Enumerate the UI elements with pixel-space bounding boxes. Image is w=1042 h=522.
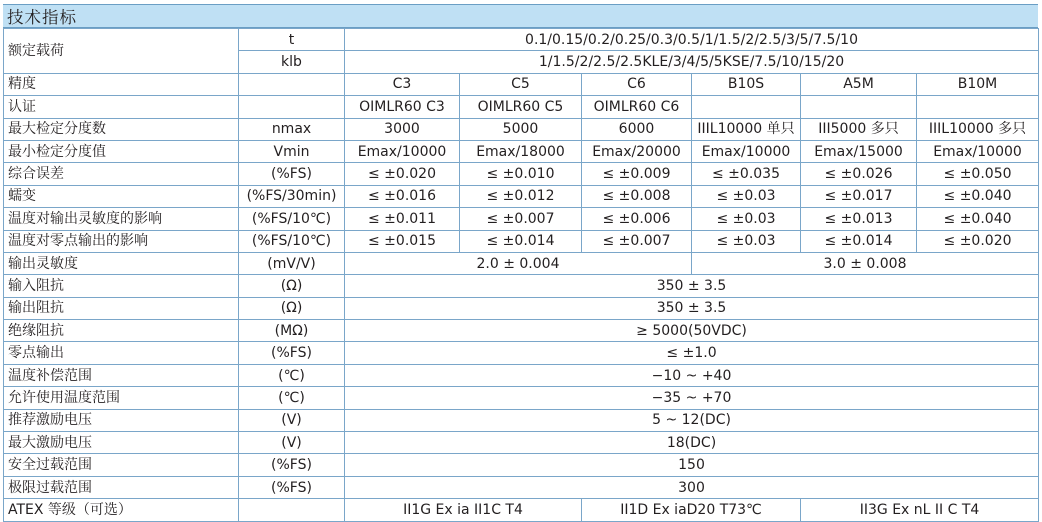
table-row	[4, 163, 1039, 185]
table-row	[4, 96, 1039, 118]
table-row	[4, 499, 1039, 521]
value-cell: ≤ ±0.014	[460, 230, 582, 252]
spec-sheet	[3, 4, 1038, 522]
value-cell: IIIL10000 单只	[692, 118, 801, 140]
value-cell: ≤ ±0.035	[692, 163, 801, 185]
row-label: 蠕变	[4, 185, 239, 207]
row-label: 温度对零点输出的影响	[4, 230, 239, 252]
value-cell: ≤ ±0.040	[917, 208, 1039, 230]
row-label: 输入阻抗	[4, 275, 239, 297]
row-label: 零点输出	[4, 342, 239, 364]
unit-cell: Vmin	[239, 140, 345, 162]
unit-cell: (V)	[239, 409, 345, 431]
value-cell: 6000	[582, 118, 692, 140]
unit-cell: t	[239, 29, 345, 51]
value-cell: ≤ ±0.040	[917, 185, 1039, 207]
table-row	[4, 387, 1039, 409]
table-row	[4, 185, 1039, 207]
value-cell: OIMLR60 C3	[345, 96, 460, 118]
row-label: 极限过载范围	[4, 476, 239, 498]
row-label: 推荐激励电压	[4, 409, 239, 431]
value-cell: IIIL10000 多只	[917, 118, 1039, 140]
value-cell: 150	[345, 454, 1039, 476]
value-cell: ≤ ±0.017	[801, 185, 917, 207]
table-row	[4, 73, 1039, 95]
value-cell: OIMLR60 C6	[582, 96, 692, 118]
unit-cell	[239, 73, 345, 95]
value-cell: C5	[460, 73, 582, 95]
section-title-bar	[3, 4, 1038, 28]
unit-cell: (%FS/10℃)	[239, 208, 345, 230]
value-cell: ≤ ±0.011	[345, 208, 460, 230]
unit-cell: (%FS/30min)	[239, 185, 345, 207]
unit-cell: klb	[239, 51, 345, 73]
row-label: 绝缘阻抗	[4, 320, 239, 342]
value-cell: ≤ ±0.007	[582, 230, 692, 252]
value-cell: 350 ± 3.5	[345, 297, 1039, 319]
value-cell: ≤ ±0.016	[345, 185, 460, 207]
row-label: 最大检定分度数	[4, 118, 239, 140]
value-cell: Emax/10000	[692, 140, 801, 162]
value-cell: B10S	[692, 73, 801, 95]
row-label: 输出灵敏度	[4, 252, 239, 274]
value-cell: ≤ ±0.006	[582, 208, 692, 230]
value-cell: III5000 多只	[801, 118, 917, 140]
value-cell: ≤ ±0.010	[460, 163, 582, 185]
value-cell: 5000	[460, 118, 582, 140]
value-cell: 350 ± 3.5	[345, 275, 1039, 297]
value-cell: II1G Ex ia II1C T4	[345, 499, 582, 521]
unit-cell: (%FS)	[239, 163, 345, 185]
value-cell: −35 ~ +70	[345, 387, 1039, 409]
value-cell: II3G Ex nL II C T4	[801, 499, 1039, 521]
row-label: 认证	[4, 96, 239, 118]
value-cell: ≤ ±0.026	[801, 163, 917, 185]
value-cell: −10 ~ +40	[345, 364, 1039, 386]
table-row	[4, 29, 1039, 51]
unit-cell: (MΩ)	[239, 320, 345, 342]
value-cell: OIMLR60 C5	[460, 96, 582, 118]
table-row	[4, 432, 1039, 454]
row-label: 允许使用温度范围	[4, 387, 239, 409]
value-cell: ≤ ±0.03	[692, 185, 801, 207]
value-cell: C3	[345, 73, 460, 95]
row-label: ATEX 等级（可选）	[4, 499, 239, 521]
section-title: 技术指标	[7, 8, 77, 27]
row-label: 温度补偿范围	[4, 364, 239, 386]
value-cell: B10M	[917, 73, 1039, 95]
table-row	[4, 252, 1039, 274]
value-cell: ≤ ±0.015	[345, 230, 460, 252]
value-cell: 3.0 ± 0.008	[692, 252, 1039, 274]
value-cell: Emax/10000	[917, 140, 1039, 162]
value-cell: 3000	[345, 118, 460, 140]
value-cell: ≤ ±0.009	[582, 163, 692, 185]
value-cell: Emax/20000	[582, 140, 692, 162]
value-cell: C6	[582, 73, 692, 95]
table-row	[4, 454, 1039, 476]
value-cell: ≤ ±0.013	[801, 208, 917, 230]
value-cell: ≤ ±0.014	[801, 230, 917, 252]
row-label: 输出阻抗	[4, 297, 239, 319]
table-row	[4, 364, 1039, 386]
unit-cell: (%FS)	[239, 476, 345, 498]
unit-cell: (%FS/10℃)	[239, 230, 345, 252]
unit-cell	[239, 96, 345, 118]
table-row	[4, 320, 1039, 342]
unit-cell: (℃)	[239, 364, 345, 386]
unit-cell: (mV/V)	[239, 252, 345, 274]
value-cell: 5 ~ 12(DC)	[345, 409, 1039, 431]
value-cell	[917, 96, 1039, 118]
table-row	[4, 208, 1039, 230]
unit-cell	[239, 499, 345, 521]
table-row	[4, 140, 1039, 162]
value-cell: ≤ ±0.020	[345, 163, 460, 185]
row-label: 温度对输出灵敏度的影响	[4, 208, 239, 230]
row-label: 综合误差	[4, 163, 239, 185]
value-cell: ≤ ±0.008	[582, 185, 692, 207]
value-cell: 1/1.5/2/2.5/2.5KLE/3/4/5/5KSE/7.5/10/15/20	[345, 51, 1039, 73]
unit-cell: (℃)	[239, 387, 345, 409]
value-cell: 300	[345, 476, 1039, 498]
table-row	[4, 297, 1039, 319]
value-cell: Emax/18000	[460, 140, 582, 162]
unit-cell: (%FS)	[239, 454, 345, 476]
row-label: 最大激励电压	[4, 432, 239, 454]
table-row	[4, 409, 1039, 431]
unit-cell: (%FS)	[239, 342, 345, 364]
row-label: 额定载荷	[4, 29, 239, 74]
spec-table	[3, 28, 1039, 522]
table-row	[4, 230, 1039, 252]
value-cell: II1D Ex iaD20 T73℃	[582, 499, 801, 521]
value-cell: 0.1/0.15/0.2/0.25/0.3/0.5/1/1.5/2/2.5/3/5/7.5/10	[345, 29, 1039, 51]
value-cell: 2.0 ± 0.004	[345, 252, 692, 274]
value-cell: Emax/10000	[345, 140, 460, 162]
unit-cell: (Ω)	[239, 275, 345, 297]
value-cell	[801, 96, 917, 118]
unit-cell: (Ω)	[239, 297, 345, 319]
row-label: 安全过载范围	[4, 454, 239, 476]
value-cell: Emax/15000	[801, 140, 917, 162]
value-cell: ≤ ±0.020	[917, 230, 1039, 252]
value-cell: ≥ 5000(50VDC)	[345, 320, 1039, 342]
value-cell: ≤ ±1.0	[345, 342, 1039, 364]
table-row	[4, 118, 1039, 140]
value-cell: ≤ ±0.03	[692, 230, 801, 252]
table-row	[4, 342, 1039, 364]
value-cell: ≤ ±0.03	[692, 208, 801, 230]
unit-cell: nmax	[239, 118, 345, 140]
row-label: 最小检定分度值	[4, 140, 239, 162]
row-label: 精度	[4, 73, 239, 95]
value-cell: ≤ ±0.050	[917, 163, 1039, 185]
unit-cell: (V)	[239, 432, 345, 454]
table-row	[4, 275, 1039, 297]
value-cell: ≤ ±0.007	[460, 208, 582, 230]
value-cell: A5M	[801, 73, 917, 95]
value-cell: ≤ ±0.012	[460, 185, 582, 207]
table-row	[4, 476, 1039, 498]
value-cell	[692, 96, 801, 118]
value-cell: 18(DC)	[345, 432, 1039, 454]
